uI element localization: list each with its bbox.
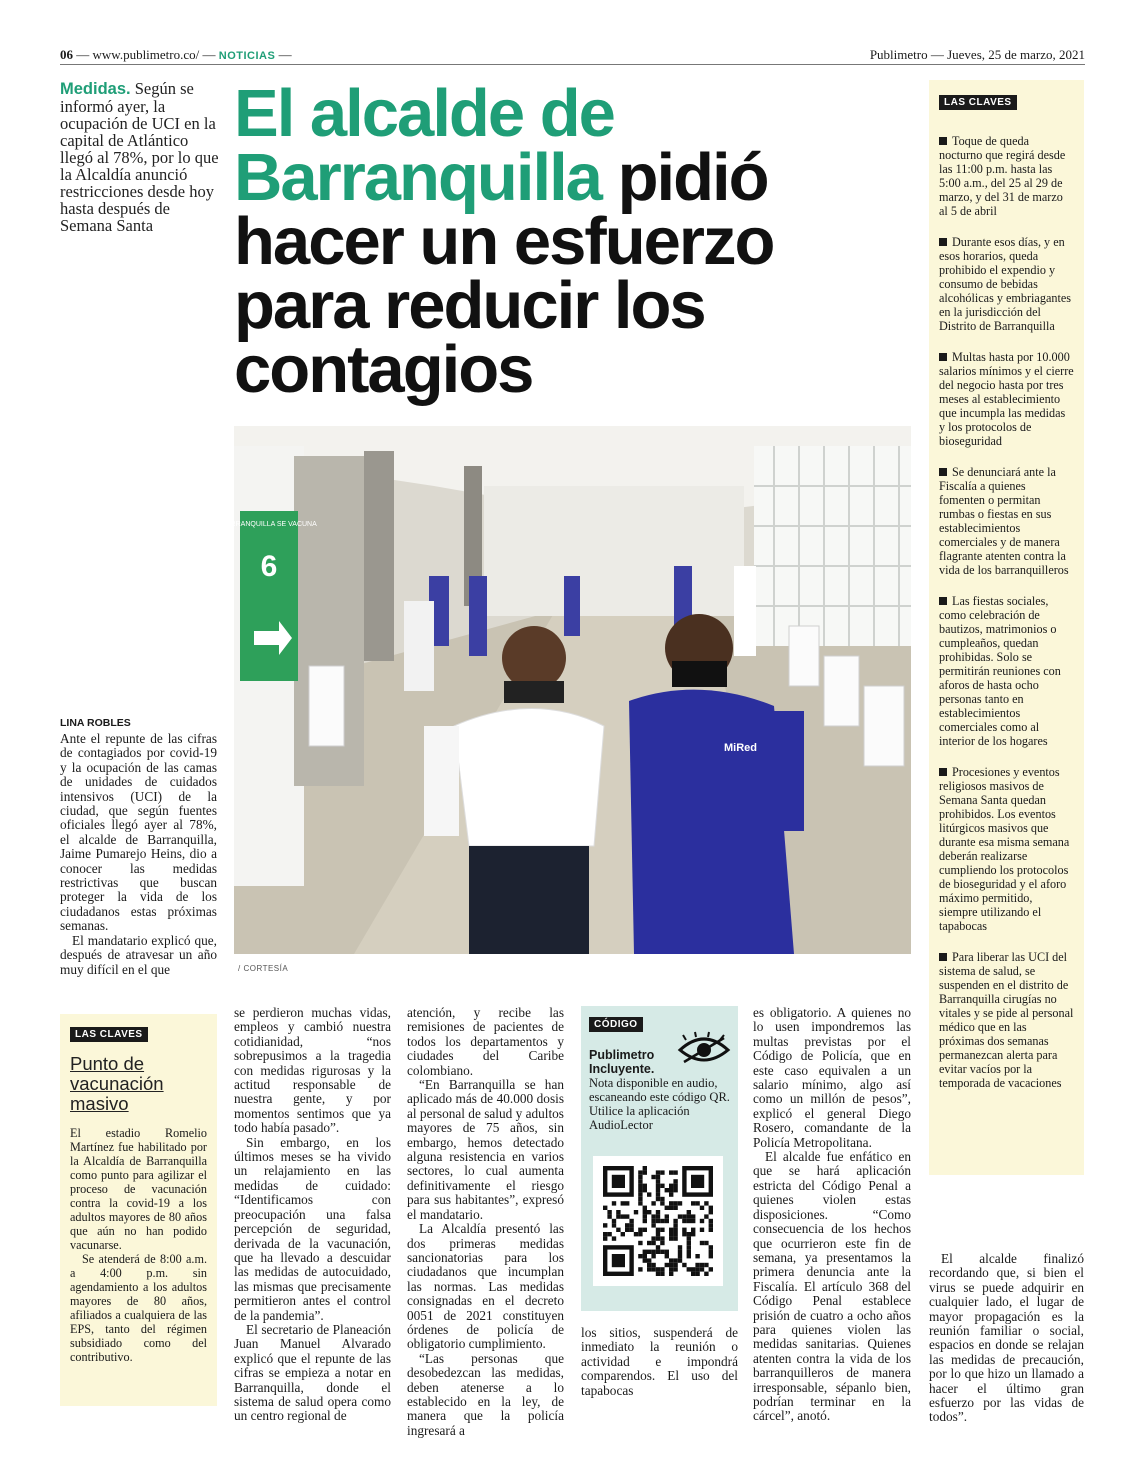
paragraph: atención, y recibe las remisiones de pacientes de todos los departamentos y ciudades del Caribe colombiano. [407,1005,564,1078]
claves-tag: LAS CLAVES [939,95,1017,110]
claves-item: Toque de queda nocturno que regirá desde las 11:00 p.m. hasta las 5:00 a.m., del 25 al 29 de marzo, y del 31 de marzo al 5 de abril [939,134,1066,218]
sign-top-text: BARRANQUILLA SE VACUNA [221,521,317,528]
paragraph: El estadio Romelio Martínez fue habilitado por la Alcaldía de Barranquilla como punto para agilizar el proceso de vacunación contra la covid-19 a los adultos mayores de 80 años que aún no han podido vacunarse. [70,1126,207,1252]
codigo-title: Publimetro Incluyente. [589,1048,655,1076]
headline-green: El alcalde de Barranquilla [234,76,614,215]
bullet-square-icon [939,238,947,246]
claves-item: Durante esos días, y en esos horarios, queda prohibido el expendio y consumo de bebidas alcohólicas y embriagantes en la jurisdicción del Distrito de Barranquilla [939,235,1071,333]
claves-item: Se denunciará ante la Fiscalía a quienes fomenten o permitan rumbas o fiestas en sus establecimientos comerciales y de manera flagrante atenten contra la vida de los barranquilleros [939,465,1069,577]
article-photo [221,426,911,954]
overall-logo: MiRed [724,742,757,754]
paragraph: El secretario de Planeación Juan Manuel Alvarado explicó que el repunte de las cifras se empieza a notar en Barranquilla, donde el sistema de salud opera como un centro regional de [234,1321,391,1424]
claves-sidebar-bottom [60,1014,217,1406]
body-column-1 [60,732,217,977]
qr-code-graphic [593,1156,723,1286]
issue-date: Publimetro — Jueves, 25 de marzo, 2021 [869,47,1085,62]
paragraph: La Alcaldía presentó las dos primeras medidas sancionatorias para los ciudadanos que incumplan las normas. Las medidas consignadas en el decreto 0051 de 2021 constituyen órdenes de policía de obligatorio cumplimiento. [407,1221,564,1352]
codigo-tag: CÓDIGO [589,1017,643,1032]
bullet-square-icon [939,768,947,776]
paragraph: los sitios, suspenderá de inmediato la reunión o actividad e impondrá comparendos. El uso del tapabocas [581,1325,738,1398]
paragraph: “En Barranquilla se han aplicado más de 40.000 dosis al personal de salud y adultos mayores de 75 años, sin embargo, hemos detectado alguna resistencia en varios sectores, lo cual aumenta definitivamente el riesgo para sus habitantes”, expresó el mandatario. [407,1077,564,1222]
paragraph: Ante el repunte de las cifras de contagiados por covid-19 y la ocupación de las camas de unidades de cuidados intensivos (UCI) de la ciudad, que según fuentes oficiales llegó ayer al 78%, el alcalde de Barranquilla, Jaime Pumarejo Heins, dio a conocer las medidas restrictivas que buscan proteger la vida de los ciudadanos estas próximas semanas. [60,731,217,934]
body-column-4 [581,1326,738,1398]
site-url[interactable]: www.publimetro.co/ [92,47,200,62]
sidebar-title: Punto de vacunación masivo [70,1053,164,1114]
bullet-square-icon [939,353,947,361]
byline: LINA ROBLES [60,717,131,729]
header-left: 06 — www.publimetro.co/ — NOTICIAS — [60,47,292,62]
claves-item: Para liberar las UCI del sistema de salud, se suspenden en el distrito de Barranquilla cirugías no vitales y se pide al personal médico que en las próximas dos semanas permanezcan alerta para evitar vacíos por la temporada de vacaciones [939,950,1074,1090]
claves-sidebar-right [929,80,1084,1175]
claves-item: Multas hasta por 10.000 salarios mínimos y el cierre del negocio hasta por tres meses al establecimiento que incumpla las medidas y los protocolos de bioseguridad [939,350,1074,448]
bullet-square-icon [939,953,947,961]
eye-icon [678,1032,730,1066]
body-column-5 [753,1006,911,1424]
claves-item: Procesiones y eventos religiosos masivos de Semana Santa quedan prohibidos. Los eventos litúrgicos masivos que durante esa misma semana deberán realizarse cumpliendo los protocolos de bioseguridad y el aforo máximo permitido, siempre utilizando el tapabocas [939,765,1070,933]
body-column-6 [929,1252,1084,1425]
body-column-2 [234,1006,391,1424]
page-number: 06 [60,47,73,62]
page-header [60,46,1085,65]
lede-text: Según se informó ayer, la ocupación de UCI en la capital de Atlántico llegó al 78%, por lo que la Alcaldía anunció restricciones desde hoy hasta después de Semana Santa [60,79,219,235]
paragraph: El alcalde finalizó recordando que, si bien el virus se puede adquirir en cualquier lado, el lugar de mayor propagación es la reunión familiar o social, espacios en donde se relajan las medidas de precaución, por lo que hizo un llamado a hacer el último gran esfuerzo por las vidas de todos”. [929,1251,1084,1425]
paragraph: Se atenderá de 8:00 a.m. a 4:00 p.m. sin agendamiento a los adultos mayores de 80 años, afiliados a cualquiera de las EPS, tanto del régimen subsidiado como del contributivo. [70,1252,207,1364]
paragraph: “Las personas que desobedezcan las medidas, deben atenerse a lo establecido en la ley, de manera que la policía ingresará a [407,1350,564,1438]
photo-illustration [221,426,911,954]
paragraph: El mandatario explicó que, después de atravesar un año muy difícil en el que [60,932,217,977]
body-column-3 [407,1006,564,1438]
headline [234,76,914,407]
headline-black: pidió hacer un esfuerzo para reducir los contagios [234,140,774,407]
claves-item: Las fiestas sociales, como celebración de bautizos, matrimonios o cumpleaños, quedan prohibidas. Solo se permitirán reuniones con aforos de hasta ocho personas tanto en establecimientos comerciales como al interior de los hogares [939,594,1061,748]
lede [60,80,220,234]
qr-code[interactable] [593,1156,723,1286]
codigo-box [581,1006,738,1311]
svg-text:6: 6 [260,550,278,583]
bullet-square-icon [939,468,947,476]
section-name: NOTICIAS [218,50,276,62]
paragraph: Sin embargo, en los últimos meses se ha vivido un relajamiento en las medidas de cuidado: “Identificamos con preocupación una falsa percepción de seguridad, derivada de la vacunación, que ha llevado a descuidar las medidas de autocuidado, las mismas que precisamente permitieron antes el control de la pandemia”. [234,1134,391,1323]
codigo-text: Nota disponible en audio, escaneando este código QR. Utilice la aplicación AudioLector [589,1076,730,1132]
paragraph: El alcalde fue enfático en que se hará aplicación estricta del Código Penal a quienes violen estas disposiciones. “Como consecuencia de los hechos que ocurrieron este fin de semana, ya presentamos la primera denuncia ante la Fiscalía. El artículo 368 del Código Penal establece prisión de cuatro a ocho años para quienes violen las medidas sanitarias. Quienes atenten contra la vida de los barranquilleros de manera irresponsable, sépanlo bien, podrían terminar en la cárcel”, anotó. [753,1149,911,1424]
sidebar-text [70,1126,207,1364]
paragraph: se perdieron muchas vidas, empleos y cambió nuestra cotidianidad, “nos sobrepusimos a la tragedia con medidas rigurosas y la actitud responsable de nuestra gente, y por momentos sentimos que ya todo había pasado”. [234,1005,391,1136]
claves-tag: LAS CLAVES [70,1027,148,1042]
bullet-square-icon [939,597,947,605]
lede-keyword: Medidas. [60,80,131,98]
paragraph: es obligatorio. A quienes no lo usen impondremos las multas previstas por el Código de Policía, que en este caso equivalen a un salario mínimo, algo así como un millón de pesos”, explicó el general Diego Rosero, comandante de la Policía Metropolitana. [753,1005,911,1150]
photo-credit: / CORTESÍA [238,964,289,973]
bullet-square-icon [939,137,947,145]
